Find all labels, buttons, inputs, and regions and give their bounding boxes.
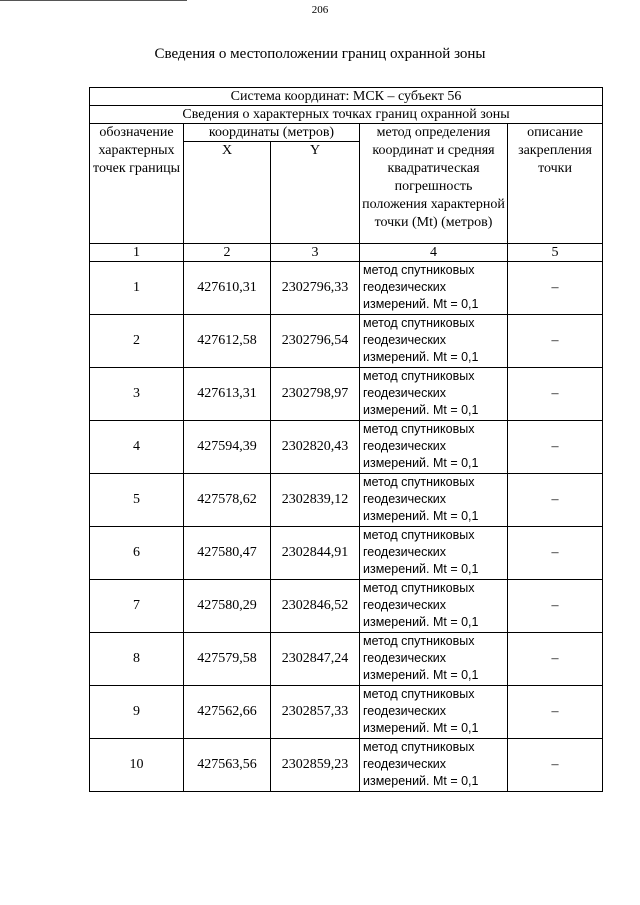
method-line: геодезических (363, 439, 447, 453)
description-cell: – (508, 315, 603, 368)
section-row: Сведения о характерных точках границ охранной зоны (90, 106, 603, 124)
method-line: геодезических (363, 492, 447, 506)
x-coordinate-cell: 427594,39 (184, 421, 271, 474)
method-cell (360, 580, 508, 633)
method-line: метод спутниковых (363, 475, 475, 489)
page-title: Сведения о местоположении границ охранной зоны (154, 46, 486, 62)
point-number-cell: 9 (90, 686, 184, 739)
table-row (90, 633, 603, 686)
method-line: геодезических (363, 333, 447, 347)
point-number-cell: 6 (90, 527, 184, 580)
method-cell (360, 421, 508, 474)
method-line: геодезических (363, 280, 447, 294)
method-line: измерений. Mt = 0,1 (363, 403, 479, 417)
point-number-cell: 4 (90, 421, 184, 474)
method-line: геодезических (363, 386, 447, 400)
coordinate-system-row: Система координат: МСК – субъект 56 (90, 88, 603, 106)
description-cell: – (508, 262, 603, 315)
method-line: измерений. Mt = 0,1 (363, 774, 479, 788)
method-line: метод спутниковых (363, 263, 475, 277)
y-coordinate-cell: 2302847,24 (271, 633, 360, 686)
y-coordinate-cell: 2302820,43 (271, 421, 360, 474)
method-cell (360, 474, 508, 527)
description-cell: – (508, 686, 603, 739)
method-line: измерений. Mt = 0,1 (363, 668, 479, 682)
y-coordinate-cell: 2302859,23 (271, 739, 360, 792)
method-line: метод спутниковых (363, 634, 475, 648)
header-x: X (184, 142, 271, 244)
coordinates-table (89, 87, 603, 792)
table-row (90, 421, 603, 474)
method-line: геодезических (363, 545, 447, 559)
method-line: измерений. Mt = 0,1 (363, 721, 479, 735)
method-line: измерений. Mt = 0,1 (363, 297, 479, 311)
table-row (90, 368, 603, 421)
top-rule (0, 0, 187, 1)
y-coordinate-cell: 2302839,12 (271, 474, 360, 527)
page-number: 206 (311, 4, 329, 16)
y-coordinate-cell: 2302844,91 (271, 527, 360, 580)
column-number-2: 2 (184, 244, 271, 262)
method-line: измерений. Mt = 0,1 (363, 456, 479, 470)
point-number-cell: 5 (90, 474, 184, 527)
header-y: Y (271, 142, 360, 244)
point-number-cell: 1 (90, 262, 184, 315)
table-row (90, 262, 603, 315)
method-line: метод спутниковых (363, 369, 475, 383)
method-line: геодезических (363, 651, 447, 665)
y-coordinate-cell: 2302846,52 (271, 580, 360, 633)
method-cell (360, 368, 508, 421)
method-cell (360, 262, 508, 315)
point-number-cell: 7 (90, 580, 184, 633)
x-coordinate-cell: 427613,31 (184, 368, 271, 421)
table-row (90, 474, 603, 527)
table-row (90, 580, 603, 633)
method-line: измерений. Mt = 0,1 (363, 350, 479, 364)
table-row (90, 315, 603, 368)
method-line: метод спутниковых (363, 316, 475, 330)
header-designation: обозначение характерных точек границы (90, 124, 184, 244)
column-number-3: 3 (271, 244, 360, 262)
x-coordinate-cell: 427562,66 (184, 686, 271, 739)
table-row (90, 686, 603, 739)
method-line: метод спутниковых (363, 422, 475, 436)
column-number-4: 4 (360, 244, 508, 262)
method-line: геодезических (363, 704, 447, 718)
description-cell: – (508, 739, 603, 792)
table-row (90, 527, 603, 580)
table-row (90, 739, 603, 792)
x-coordinate-cell: 427580,47 (184, 527, 271, 580)
x-coordinate-cell: 427580,29 (184, 580, 271, 633)
method-line: геодезических (363, 757, 447, 771)
description-cell: – (508, 580, 603, 633)
description-cell: – (508, 474, 603, 527)
y-coordinate-cell: 2302796,33 (271, 262, 360, 315)
method-cell (360, 315, 508, 368)
method-line: метод спутниковых (363, 528, 475, 542)
method-line: метод спутниковых (363, 687, 475, 701)
method-line: геодезических (363, 598, 447, 612)
column-number-1: 1 (90, 244, 184, 262)
description-cell: – (508, 368, 603, 421)
method-line: метод спутниковых (363, 581, 475, 595)
method-cell (360, 686, 508, 739)
y-coordinate-cell: 2302857,33 (271, 686, 360, 739)
x-coordinate-cell: 427563,56 (184, 739, 271, 792)
x-coordinate-cell: 427579,58 (184, 633, 271, 686)
method-line: метод спутниковых (363, 740, 475, 754)
method-cell (360, 527, 508, 580)
point-number-cell: 8 (90, 633, 184, 686)
header-coordinates: координаты (метров) (184, 124, 360, 142)
header-description: описание закрепления точки (508, 124, 603, 244)
y-coordinate-cell: 2302796,54 (271, 315, 360, 368)
method-line: измерений. Mt = 0,1 (363, 562, 479, 576)
description-cell: – (508, 633, 603, 686)
x-coordinate-cell: 427578,62 (184, 474, 271, 527)
description-cell: – (508, 527, 603, 580)
point-number-cell: 2 (90, 315, 184, 368)
header-method: метод определения координат и средняя квадратическая погрешность положения характерной точки (Mt) (метров) (360, 124, 508, 244)
point-number-cell: 10 (90, 739, 184, 792)
column-number-5: 5 (508, 244, 603, 262)
x-coordinate-cell: 427610,31 (184, 262, 271, 315)
y-coordinate-cell: 2302798,97 (271, 368, 360, 421)
method-line: измерений. Mt = 0,1 (363, 509, 479, 523)
x-coordinate-cell: 427612,58 (184, 315, 271, 368)
description-cell: – (508, 421, 603, 474)
method-cell (360, 739, 508, 792)
method-cell (360, 633, 508, 686)
point-number-cell: 3 (90, 368, 184, 421)
method-line: измерений. Mt = 0,1 (363, 615, 479, 629)
